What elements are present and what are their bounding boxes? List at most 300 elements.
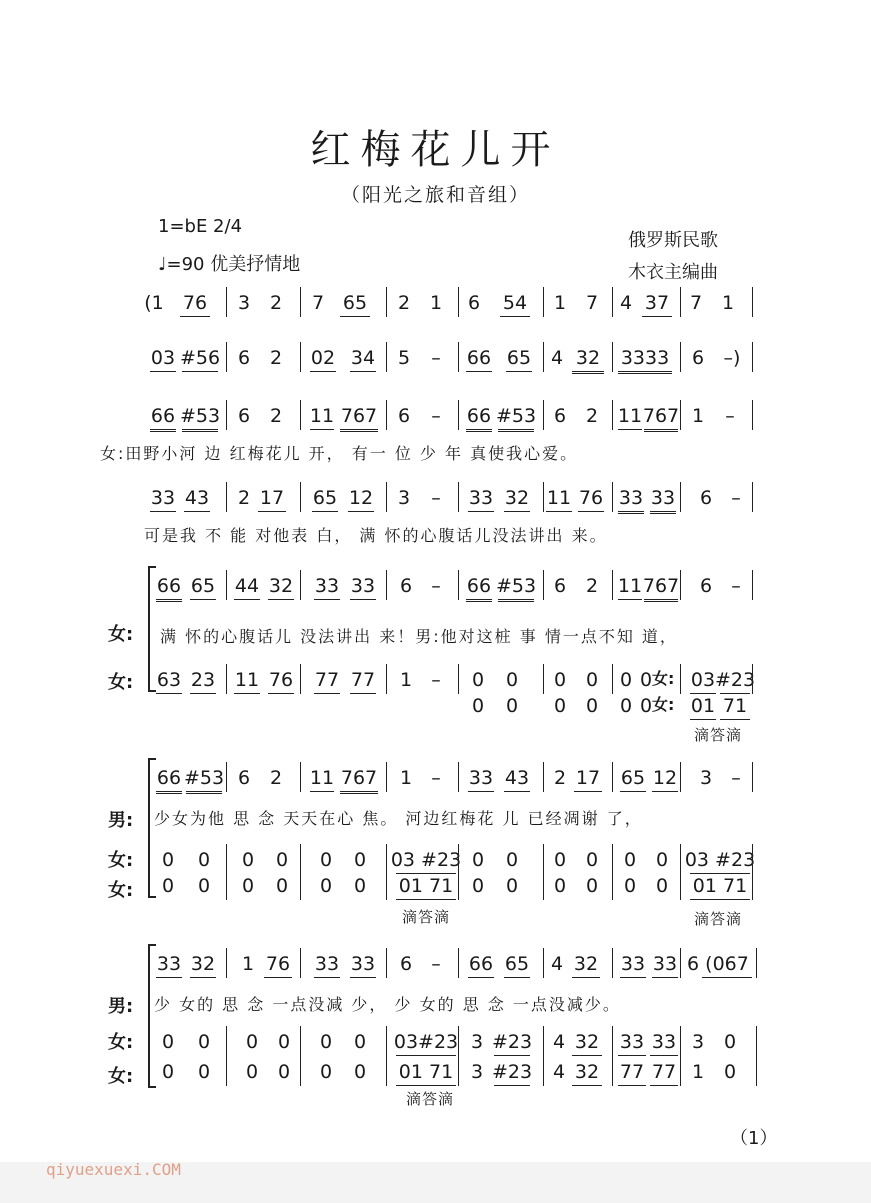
note: 66 [156,765,182,794]
section4-row-1 [0,760,871,794]
voice-label-female: 女: [108,624,134,645]
score-subtitle: （阳光之旅和音组） [340,184,530,206]
note: – [731,767,741,789]
barline [458,482,459,512]
barline [612,1026,613,1056]
voice-label-female: 女: [108,1032,134,1053]
note: 0 [585,669,599,691]
note: 6 [691,347,705,369]
note: 0 [723,1031,737,1053]
note: 66 [468,951,494,978]
note: 0 [161,1061,175,1083]
barline [543,1056,544,1086]
barline [612,948,613,978]
barline [543,482,544,512]
note: 0 [275,875,289,897]
note: 65 [340,290,370,317]
note: 0 [161,875,175,897]
barline [226,342,227,372]
note: 1 [553,292,567,314]
note: 7 [311,292,325,314]
barline [752,482,753,512]
note: 5 [397,347,411,369]
note: #23 [720,667,750,694]
voice-label-female: 女: [108,1066,134,1087]
note: 6 [699,487,713,509]
section3-row-1 [0,568,871,602]
note: 0 [619,695,633,717]
song-origin: 俄罗斯民歌 [628,230,718,251]
barline [680,570,681,600]
note: 0 [553,849,567,871]
barline [386,570,387,600]
barline [612,762,613,792]
barline [612,570,613,600]
note: 65 [504,951,530,978]
note: 01 [690,693,716,720]
note: 6 [467,292,481,314]
note: 66 [150,403,176,432]
barline [680,287,681,317]
voice-label-female: 女: [652,695,675,714]
note: 0 [655,849,669,871]
note: 0 [655,875,669,897]
didada-label: 滴答滴 [406,1090,455,1108]
barline [752,400,753,430]
barline [680,870,681,900]
key-meter: 1=bE 2/4 [158,216,243,237]
note: 37 [642,290,672,317]
intro-row-1 [0,285,871,319]
note: 2 [585,405,599,427]
note: 1 [429,292,443,314]
lyrics-line: 少女为他 思 念 天天在心 焦。 河边红梅花 儿 已经凋谢 了， [154,809,643,828]
lyrics-line: 满 怀的心腹话儿 没法讲出 来！男:他对这桩 事 情一点不知 道， [160,627,678,646]
tempo-marking: ♩=90 优美抒情地 [158,254,301,275]
note: 3 [470,1061,484,1083]
lyrics-line: 女:田野小河 边 红梅花儿 开， 有一 位 少 年 真使我心爱。 [100,444,579,463]
barline [752,342,753,372]
note: 43 [504,765,530,792]
barline [756,1026,757,1056]
barline [458,762,459,792]
section5-row-1 [0,946,871,980]
note: 33 [620,951,646,978]
note: 0 [277,1031,291,1053]
note: 43 [184,485,210,512]
note: 2 [269,767,283,789]
note: 77 [650,1059,678,1086]
note: 63 [156,667,182,694]
note: 03 #23 [690,847,750,874]
note: 11 [310,765,334,792]
note: 0 [619,669,633,691]
note: 32 [504,485,530,512]
note: 4 [619,292,633,314]
note: 0 [353,849,367,871]
barline [386,287,387,317]
note: 12 [652,765,678,792]
note: 33 [350,951,376,978]
note: –) [723,347,741,369]
note: 33 [314,951,340,978]
note: #56 [182,345,218,372]
barline [458,400,459,430]
verse1-row-2 [0,480,871,514]
note: 32 [572,951,600,978]
note: 0 [245,1061,259,1083]
note: 0 [639,669,653,691]
note: 33 [650,485,676,514]
barline [680,400,681,430]
note: 0 [723,1061,737,1083]
note: 76 [264,951,292,978]
note: 4 [550,347,564,369]
note: 2 [585,575,599,597]
note: 0 [319,849,333,871]
note: #53 [498,403,534,432]
note: 0 [197,1031,211,1053]
note: 0 [505,875,519,897]
note: 6 [397,405,411,427]
note: 11 [546,485,572,512]
note: 12 [348,485,374,512]
note: 0 [505,695,519,717]
note: 0 [161,849,175,871]
arranger: 木衣主编曲 [628,262,718,283]
barline [300,287,301,317]
note: #53 [182,403,218,432]
note: 2 [269,292,283,314]
barline [612,400,613,430]
note: 32 [572,1059,602,1086]
page-number: （1） [730,1128,778,1149]
note: 33 [468,765,494,792]
note: 7 [689,292,703,314]
note: 0 [471,875,485,897]
barline [458,1026,459,1056]
note: – [431,767,441,789]
note: 33 [650,1029,678,1056]
note: 0 [241,875,255,897]
note: 77 [350,667,376,694]
note: 1 [691,405,705,427]
note: 0 [623,849,637,871]
note: 1 [399,767,413,789]
note: 66 [466,573,492,602]
didada-label: 滴答滴 [694,910,743,928]
note: 0 [161,1031,175,1053]
note: – [431,669,441,691]
note: 2 [553,767,567,789]
barline [680,342,681,372]
barline [612,870,613,900]
note: – [431,953,441,975]
note: 6 [237,347,251,369]
note: 77 [314,667,340,694]
barline [386,482,387,512]
barline [226,570,227,600]
note: 0 [275,849,289,871]
note: 76 [578,485,604,512]
note: 0 [319,875,333,897]
note: 33 [652,951,678,978]
note: 0 [319,1031,333,1053]
note: – [431,575,441,597]
note: – [725,405,735,427]
note: 65 [190,573,216,600]
barline [680,1056,681,1086]
note: 01 71 [396,873,456,900]
voice-label-male: 男: [108,810,134,831]
note: 33 [156,951,182,978]
note: 03 [150,345,176,372]
barline [226,948,227,978]
note: – [431,347,441,369]
note: 0 [585,695,599,717]
note: 0 [197,1061,211,1083]
note: 0 [623,875,637,897]
note: 3 [237,292,251,314]
note: 11 [310,403,334,430]
note: 03#23 [396,1029,456,1056]
note: 0 [353,1031,367,1053]
section5-row-3 [0,1054,871,1088]
barline [680,1026,681,1056]
note: 66 [156,573,182,602]
note: 33 [350,573,376,600]
note: #53 [186,765,222,794]
note: 4 [550,953,564,975]
note: 32 [572,345,604,374]
barline [226,482,227,512]
note: 2 [269,405,283,427]
note: 3 [397,487,411,509]
barline [300,342,301,372]
note: 34 [350,345,376,372]
note: 0 [245,1031,259,1053]
barline [543,948,544,978]
note: 11 [618,403,642,430]
site-watermark: qiyuexuexi.COM [46,1160,181,1179]
note: 0 [471,849,485,871]
barline [300,762,301,792]
note: 767 [644,403,678,432]
barline [300,948,301,978]
note: 66 [466,403,492,432]
note: 767 [340,403,378,432]
note: 54 [500,290,530,317]
note: 0 [585,849,599,871]
note: 767 [340,765,378,794]
note: 33 [618,485,644,514]
barline [752,287,753,317]
barline [386,762,387,792]
note: #23 [494,1029,530,1056]
barline [612,482,613,512]
note: 6 [553,405,567,427]
barline [226,1056,227,1086]
note: (067 [702,951,752,978]
note: 17 [574,765,602,792]
barline [386,1056,387,1086]
barline [543,870,544,900]
barline [226,287,227,317]
barline [612,342,613,372]
barline [543,400,544,430]
didada-label: 滴答滴 [402,908,451,926]
note: 2 [397,292,411,314]
barline [543,1026,544,1056]
note: 0 [277,1061,291,1083]
note: 0 [505,669,519,691]
note: 0 [553,669,567,691]
voice-label-female: 女: [652,669,675,688]
barline [680,482,681,512]
note: 0 [353,875,367,897]
barline [543,570,544,600]
note: 1 [691,1061,705,1083]
lyrics-line: 少 女的 思 念 一点没减 少， 少 女的 思 念 一点没减少。 [154,995,621,1014]
verse1-row-1 [0,398,871,432]
note: 0 [197,875,211,897]
note: 4 [552,1061,566,1083]
note: 1 [399,669,413,691]
note: 33 [618,1029,646,1056]
barline [458,1056,459,1086]
note: 767 [644,573,678,602]
note: 11 [618,573,642,600]
section3-row-2b [0,688,871,722]
note: 33 [150,485,176,512]
barline [226,870,227,900]
note: 02 [310,345,336,372]
note: 0 [197,849,211,871]
note: 0 [471,695,485,717]
barline [458,287,459,317]
note: 6 [399,575,413,597]
note: 23 [190,667,216,694]
note: 6 [237,767,251,789]
barline [458,570,459,600]
note: 0 [353,1061,367,1083]
barline [386,400,387,430]
barline [300,1026,301,1056]
barline [300,400,301,430]
barline [680,762,681,792]
barline [458,870,459,900]
note: 77 [618,1059,646,1086]
intro-row-2 [0,340,871,374]
barline [300,870,301,900]
voice-label-female: 女: [108,850,134,871]
note: – [431,405,441,427]
section4-row-3 [0,868,871,902]
voice-label-female: 女: [108,672,134,693]
barline [300,570,301,600]
note: 1 [721,292,735,314]
note: – [731,575,741,597]
note: 66 [466,345,492,372]
barline [226,762,227,792]
note: 3 [470,1031,484,1053]
note: #53 [498,573,534,602]
didada-label: 滴答滴 [694,726,743,744]
barline [458,342,459,372]
note: 03 #23 [396,847,456,874]
note: 0 [585,875,599,897]
note: 71 [720,693,750,720]
note: 65 [312,485,338,512]
barline [612,1056,613,1086]
barline [226,1026,227,1056]
note: 0 [471,669,485,691]
note: 0 [639,695,653,717]
note: 6 [399,953,413,975]
barline [752,570,753,600]
barline [752,870,753,900]
note: 0 [505,849,519,871]
note: 76 [180,290,210,317]
note: 0 [553,875,567,897]
note: 11 [234,667,260,694]
lyrics-line: 可是我 不 能 对他表 白， 满 怀的心腹话儿没法讲出 来。 [144,526,608,545]
note: 6 [699,575,713,597]
note: 32 [268,573,294,600]
barline [543,762,544,792]
note: 76 [268,667,294,694]
note: 3333 [618,345,672,374]
note: 2 [237,487,251,509]
note: 3 [699,767,713,789]
barline [458,948,459,978]
barline [543,342,544,372]
note: 65 [620,765,646,792]
note: 32 [190,951,216,978]
barline [752,762,753,792]
note: 2 [269,347,283,369]
barline [226,400,227,430]
barline [386,342,387,372]
barline [386,948,387,978]
barline [300,482,301,512]
note: 65 [506,345,532,372]
section5-row-2 [0,1024,871,1058]
barline [756,1056,757,1086]
barline [612,287,613,317]
barline [680,948,681,978]
barline [300,1056,301,1086]
note: 0 [319,1061,333,1083]
note: – [431,487,441,509]
note: (1 [144,292,164,314]
note: 17 [258,485,286,512]
note: 33 [468,485,494,512]
note: 03 [690,667,716,694]
note: 6 [237,405,251,427]
note: 01 71 [690,873,750,900]
note: 1 [241,953,255,975]
note: 33 [314,573,340,600]
score-title: 红梅花儿开 [310,127,561,173]
voice-label-female: 女: [108,880,134,901]
note: 6 [553,575,567,597]
note: 3 [691,1031,705,1053]
note: 0 [553,695,567,717]
note: 44 [234,573,260,600]
note: 32 [572,1029,602,1056]
barline [386,870,387,900]
